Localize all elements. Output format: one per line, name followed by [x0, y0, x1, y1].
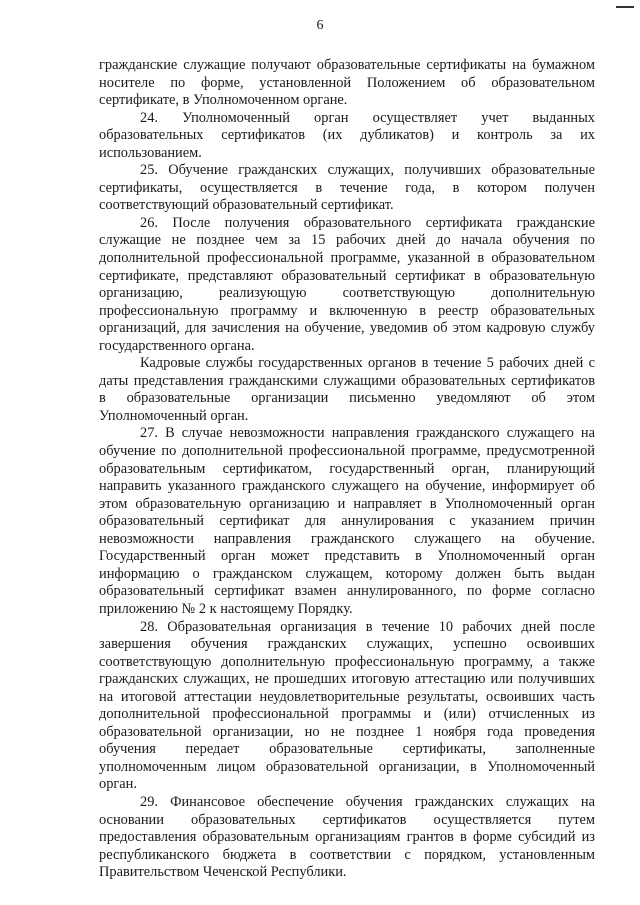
paragraph-24: 24. Уполномоченный орган осуществляет учет выданных образовательных сертификатов (их дубликатов) и контроль за их использованием.	[99, 109, 595, 161]
paragraph-29: 29. Финансовое обеспечение обучения гражданских служащих на основании образовательных сертификатов осуществляется путем предоставления образовательным организациям грантов в форме субсидий из республиканского бюджета в соответствии с порядком, установленным Правительством Чеченской Республики.	[99, 793, 595, 881]
document-body	[99, 57, 595, 882]
paragraph-27: 27. В случае невозможности направления гражданского служащего на обучение по дополнительной профессиональной программе, предусмотренной образовательным сертификатом, государственный орган, планирующий направить указанного гражданского служащего на обучение, информирует об этом образовательную организацию и направляет в Уполномоченный орган образовательный сертификат для аннулирования с указанием причин невозможности направления гражданского служащего на обучение. Государственный орган может представить в Уполномоченный орган информацию о гражданском служащем, которому должен быть выдан образовательный сертификат взамен аннулированного, по форме согласно приложению № 2 к настоящему Порядку.	[99, 425, 595, 617]
paragraph-28: 28. Образовательная организация в течение 10 рабочих дней после завершения обучения гражданских служащих, успешно освоивших соответствующую дополнительную профессиональную программу, а также гражданских служащих, не прошедших итоговую аттестацию или получивших на итоговой аттестации неудовлетворительные результаты, освоивших часть дополнительной профессиональной программы и (или) отчисленных из образовательной организации, но не позднее 1 ноября года проведения обучения передает образовательные сертификаты, заполненные уполномоченным лицом образовательной организации, в Уполномоченный орган.	[99, 618, 595, 793]
page-number: 6	[316, 18, 324, 33]
corner-mark	[616, 6, 634, 8]
paragraph-26: 26. После получения образовательного сертификата гражданские служащие не позднее чем за 15 рабочих дней до начала обучения по дополнительной профессиональной программе, указанной в образовательном сертификате, представляют образовательный сертификат в образовательную организацию, реализующую соответствующую дополнительную профессиональную программу и включенную в реестр образовательных организаций, для зачисления на обучение, уведомив об этом кадровую службу государственного органа.	[99, 214, 595, 354]
paragraph-continuation: гражданские служащие получают образовательные сертификаты на бумажном носителе по форме, установленной Положением об образовательном сертификате, в Уполномоченном органе.	[99, 57, 595, 109]
paragraph-25: 25. Обучение гражданских служащих, получивших образовательные сертификаты, осуществляется в течение года, в котором получен соответствующий образовательный сертификат.	[99, 162, 595, 214]
paragraph-26-hr-notice: Кадровые службы государственных органов в течение 5 рабочих дней с даты представления гражданскими служащими образовательных сертификатов в образовательные организации письменно уведомляют об этом Уполномоченный орган.	[99, 355, 595, 424]
